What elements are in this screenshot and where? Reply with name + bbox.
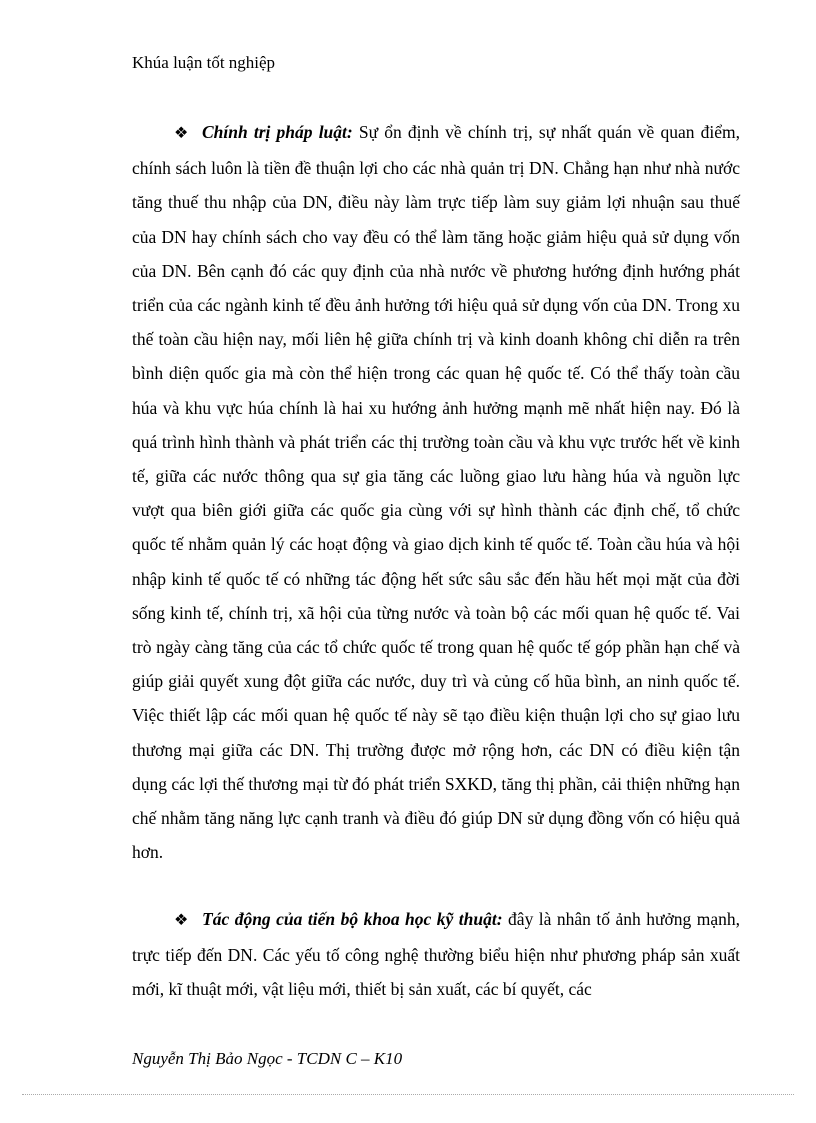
diamond-bullet-icon: ❖ xyxy=(174,125,189,142)
paragraph-technology xyxy=(132,902,740,1007)
body-section-technology xyxy=(132,902,740,1007)
page-footer: Nguyễn Thị Bảo Ngọc - TCDN C – K10 xyxy=(132,1049,403,1068)
paragraph-heading: Tác động của tiến bộ khoa học kỹ thuật: xyxy=(202,909,503,929)
footer-divider xyxy=(22,1094,794,1095)
page-header: Khúa luận tốt nghiệp xyxy=(132,53,276,72)
body-section-politics xyxy=(132,115,740,869)
paragraph-heading: Chính trị pháp luật: xyxy=(202,122,353,142)
diamond-bullet-icon: ❖ xyxy=(174,912,189,929)
paragraph-text: Sự ổn định về chính trị, sự nhất quán về quan điểm, chính sách luôn là tiền đề thuận lợi cho các nhà quản trị DN. Chẳng hạn như nhà nước tăng thuế thu nhập của DN, điều này làm trực tiếp làm suy giảm lợi nhuận sau thuế của DN hay chính sách cho vay đều có thể làm tăng hoặc giảm hiệu quả sử dụng vốn của DN. Bên cạnh đó các quy định của nhà nước về phương hướng định hướng phát triển của các ngành kinh tế đều ảnh hưởng tới hiệu quả sử dụng vốn của DN. Trong xu thế toàn cầu hiện nay, mối liên hệ giữa chính trị và kinh doanh không chỉ diễn ra trên bình diện quốc gia mà còn thể hiện trong các quan hệ quốc tế. Có thể thấy toàn cầu húa và khu vực húa chính là hai xu hướng ảnh hưởng mạnh mẽ nhất hiện nay. Đó là quá trình hình thành và phát triển các thị trường toàn cầu và khu vực trước hết về kinh tế, giữa các nước thông qua sự gia tăng các luồng giao lưu hàng húa và nguồn lực vượt qua biên giới giữa các quốc gia cùng với sự hình thành các định chế, tổ chức quốc tế nhằm quản lý các hoạt động và giao dịch kinh tế quốc tế. Toàn cầu húa và hội nhập kinh tế quốc tế có những tác động hết sức sâu sắc đến hầu hết mọi mặt của đời sống kinh tế, chính trị, xã hội của từng nước và toàn bộ các mối quan hệ quốc tế. Vai trò ngày càng tăng của các tổ chức quốc tế trong quan hệ quốc tế góp phần hạn chế và giúp giải quyết xung đột giữa các nước, duy trì và củng cố hũa bình, an ninh quốc tế. Việc thiết lập các mối quan hệ quốc tế này sẽ tạo điều kiện thuận lợi cho sự giao lưu thương mại giữa các DN. Thị trường được mở rộng hơn, các DN có điều kiện tận dụng các lợi thế thương mại từ đó phát triển SXKD, tăng thị phần, cải thiện những hạn chế nhằm tăng năng lực cạnh tranh và điều đó giúp DN sử dụng đồng vốn có hiệu quả hơn. xyxy=(132,122,740,863)
paragraph-text: đây là nhân tố ảnh hưởng mạnh, trực tiếp đến DN. Các yếu tố công nghệ thường biểu hiện như phương pháp sản xuất mới, kĩ thuật mới, vật liệu mới, thiết bị sản xuất, các bí quyết, các xyxy=(132,909,740,1000)
paragraph-politics xyxy=(132,115,740,869)
